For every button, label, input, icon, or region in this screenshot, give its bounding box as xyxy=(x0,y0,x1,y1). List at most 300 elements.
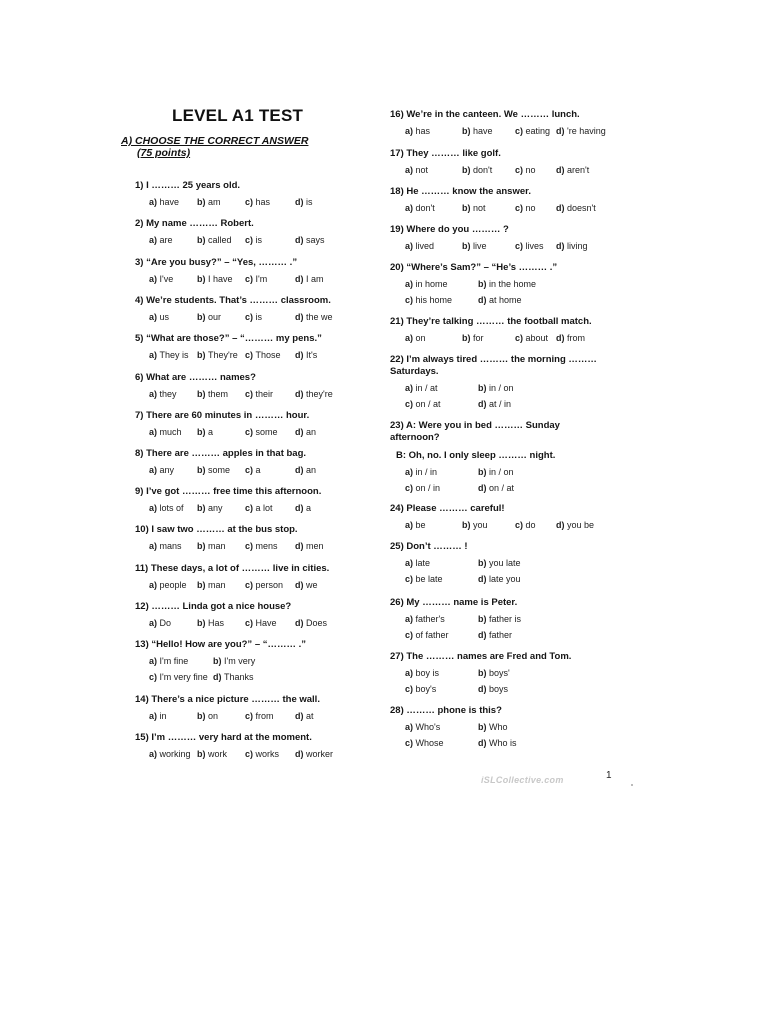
option-text: from xyxy=(255,711,274,721)
option-text: is xyxy=(255,235,263,245)
option-text: are xyxy=(159,235,173,245)
option-text: men xyxy=(306,541,324,551)
option-letter: c) xyxy=(405,483,416,493)
question-28 xyxy=(390,705,630,753)
question-10 xyxy=(135,524,375,554)
option-letter: d) xyxy=(295,312,306,322)
option-letter: d) xyxy=(478,684,489,694)
answer-option-a[interactable] xyxy=(149,234,173,246)
option-text: Those xyxy=(255,350,281,360)
answer-option-a[interactable] xyxy=(405,278,448,290)
decorative-dot xyxy=(631,784,633,786)
answer-option-c[interactable] xyxy=(515,202,536,214)
question-18 xyxy=(390,186,630,216)
answer-options xyxy=(390,278,630,310)
answer-option-c[interactable] xyxy=(245,710,274,722)
answer-option-b[interactable] xyxy=(478,721,508,733)
option-letter: c) xyxy=(405,295,416,305)
answer-option-b[interactable] xyxy=(197,748,227,760)
option-letter: d) xyxy=(295,749,306,759)
option-letter: d) xyxy=(295,274,306,284)
option-letter: c) xyxy=(245,580,256,590)
option-letter: a) xyxy=(149,389,160,399)
option-text: boy is xyxy=(415,668,440,678)
answer-option-b[interactable] xyxy=(478,466,514,478)
option-letter: b) xyxy=(462,203,473,213)
option-letter: c) xyxy=(245,711,256,721)
option-letter: a) xyxy=(405,383,416,393)
answer-option-a[interactable] xyxy=(149,748,191,760)
answer-option-a[interactable] xyxy=(405,332,426,344)
question-stem: 11) These days, a lot of ……… live in cities. xyxy=(135,563,330,574)
answer-option-b[interactable] xyxy=(197,502,223,514)
answer-option-c[interactable] xyxy=(245,579,283,591)
answer-option-b[interactable] xyxy=(197,273,233,285)
section-header xyxy=(121,135,308,159)
option-letter: c) xyxy=(515,203,526,213)
answer-option-d[interactable] xyxy=(478,398,511,410)
answer-option-a[interactable] xyxy=(405,613,445,625)
answer-option-c[interactable] xyxy=(245,426,278,438)
option-text: on / at xyxy=(415,399,441,409)
option-letter: b) xyxy=(478,467,489,477)
answer-option-d[interactable] xyxy=(295,540,324,552)
answer-option-c[interactable] xyxy=(245,273,267,285)
option-letter: c) xyxy=(405,684,416,694)
option-text: in / at xyxy=(415,383,438,393)
answer-options xyxy=(390,667,630,699)
answer-option-b[interactable] xyxy=(197,617,224,629)
question-stem: 21) They’re talking ……… the football match. xyxy=(390,316,592,327)
option-text: in / on xyxy=(489,467,514,477)
question-13 xyxy=(135,639,375,687)
question-3 xyxy=(135,257,375,287)
option-text: some xyxy=(255,427,278,437)
answer-option-d[interactable] xyxy=(478,737,517,749)
option-text: Who's xyxy=(415,722,441,732)
option-text: on xyxy=(208,711,219,721)
option-text: late xyxy=(415,558,431,568)
option-letter: c) xyxy=(245,312,256,322)
option-letter: c) xyxy=(245,503,256,513)
answer-options xyxy=(390,466,630,498)
option-letter: d) xyxy=(556,333,567,343)
option-letter: b) xyxy=(197,350,208,360)
answer-option-a[interactable] xyxy=(149,617,171,629)
answer-option-b[interactable] xyxy=(197,579,226,591)
option-letter: c) xyxy=(245,749,256,759)
answer-option-a[interactable] xyxy=(405,125,430,137)
option-text: at home xyxy=(489,295,522,305)
answer-option-d[interactable] xyxy=(556,332,585,344)
option-text: live xyxy=(473,241,487,251)
option-letter: b) xyxy=(197,503,208,513)
answer-option-b[interactable] xyxy=(197,388,228,400)
option-text: not xyxy=(415,165,429,175)
question-6 xyxy=(135,372,375,402)
answer-option-a[interactable] xyxy=(149,655,188,667)
answer-option-a[interactable] xyxy=(149,426,182,438)
option-letter: a) xyxy=(405,558,416,568)
question-15 xyxy=(135,732,375,762)
answer-option-d[interactable] xyxy=(295,617,327,629)
answer-option-c[interactable] xyxy=(405,629,449,641)
option-letter: b) xyxy=(478,668,489,678)
option-text: lives xyxy=(525,241,544,251)
answer-option-b[interactable] xyxy=(478,278,536,290)
answer-option-c[interactable] xyxy=(515,332,548,344)
question-stem: 24) Please ……… careful! xyxy=(390,503,505,514)
answer-options xyxy=(135,710,375,724)
answer-options xyxy=(135,388,375,402)
option-text: boy's xyxy=(415,684,437,694)
answer-options xyxy=(135,196,375,210)
answer-option-d[interactable] xyxy=(295,579,318,591)
answer-option-a[interactable] xyxy=(405,382,438,394)
answer-options xyxy=(135,311,375,325)
answer-option-a[interactable] xyxy=(149,464,174,476)
option-text: at xyxy=(306,711,314,721)
answer-options xyxy=(135,502,375,516)
option-text: Thanks xyxy=(224,672,254,682)
option-letter: a) xyxy=(149,274,160,284)
option-text: not xyxy=(473,203,486,213)
answer-option-b[interactable] xyxy=(197,426,213,438)
option-text: worker xyxy=(306,749,334,759)
option-text: works xyxy=(255,749,280,759)
answer-option-d[interactable] xyxy=(295,196,313,208)
answer-option-b[interactable] xyxy=(197,464,230,476)
question-24 xyxy=(390,503,630,533)
answer-option-a[interactable] xyxy=(405,240,434,252)
question-14 xyxy=(135,694,375,724)
answer-option-c[interactable] xyxy=(245,617,277,629)
answer-option-b[interactable] xyxy=(478,613,521,625)
answer-option-b[interactable] xyxy=(462,164,492,176)
answer-option-b[interactable] xyxy=(197,710,218,722)
option-letter: a) xyxy=(405,203,416,213)
option-letter: a) xyxy=(405,614,416,624)
answer-option-c[interactable] xyxy=(405,683,436,695)
option-letter: c) xyxy=(405,399,416,409)
option-letter: a) xyxy=(405,126,416,136)
option-text: we xyxy=(306,580,318,590)
answer-option-a[interactable] xyxy=(149,710,167,722)
answer-option-c[interactable] xyxy=(515,125,550,137)
option-text: is xyxy=(255,312,263,322)
option-text: Does xyxy=(306,618,328,628)
option-text: boys' xyxy=(489,668,510,678)
option-letter: a) xyxy=(405,241,416,251)
question-stem: 9) I’ve got ……… free time this afternoon. xyxy=(135,486,322,497)
answer-option-a[interactable] xyxy=(149,349,189,361)
answer-option-b[interactable] xyxy=(213,655,255,667)
answer-option-c[interactable] xyxy=(515,519,536,531)
answer-options xyxy=(390,721,630,753)
answer-option-d[interactable] xyxy=(478,683,508,695)
answer-option-d[interactable] xyxy=(556,519,594,531)
option-letter: d) xyxy=(478,630,489,640)
option-text: Do xyxy=(159,618,172,628)
option-text: much xyxy=(159,427,182,437)
answer-option-a[interactable] xyxy=(405,202,435,214)
option-letter: d) xyxy=(478,295,489,305)
option-text: have xyxy=(473,126,493,136)
answer-option-c[interactable] xyxy=(405,398,441,410)
answer-option-b[interactable] xyxy=(478,667,510,679)
answer-option-d[interactable] xyxy=(556,164,589,176)
question-stem: 7) There are 60 minutes in ……… hour. xyxy=(135,410,310,421)
option-letter: b) xyxy=(478,558,489,568)
answer-option-c[interactable] xyxy=(245,464,261,476)
option-text: an xyxy=(306,465,317,475)
option-text: you xyxy=(473,520,488,530)
option-letter: a) xyxy=(405,279,416,289)
option-letter: b) xyxy=(462,520,473,530)
option-text: on / in xyxy=(415,483,441,493)
option-letter: b) xyxy=(197,711,208,721)
option-letter: a) xyxy=(149,427,160,437)
option-letter: c) xyxy=(245,427,256,437)
answer-option-c[interactable] xyxy=(405,737,444,749)
answer-options xyxy=(135,273,375,287)
answer-option-b[interactable] xyxy=(197,540,226,552)
option-letter: c) xyxy=(245,197,256,207)
answer-option-b[interactable] xyxy=(462,332,484,344)
option-text: I'm very fine xyxy=(159,672,208,682)
option-letter: b) xyxy=(197,235,208,245)
answer-options xyxy=(135,540,375,554)
option-letter: a) xyxy=(405,722,416,732)
answer-option-d[interactable] xyxy=(295,502,311,514)
option-text: be late xyxy=(415,574,443,584)
option-letter: b) xyxy=(197,389,208,399)
answer-option-a[interactable] xyxy=(149,273,173,285)
option-text: them xyxy=(208,389,229,399)
answer-option-c[interactable] xyxy=(405,573,443,585)
option-letter: d) xyxy=(295,503,306,513)
option-letter: b) xyxy=(197,618,208,628)
option-letter: b) xyxy=(197,465,208,475)
option-letter: d) xyxy=(295,197,306,207)
option-text: they xyxy=(159,389,177,399)
answer-option-a[interactable] xyxy=(405,466,437,478)
answer-options xyxy=(135,655,375,687)
option-text: their xyxy=(255,389,274,399)
answer-option-b[interactable] xyxy=(478,382,514,394)
answer-option-d[interactable] xyxy=(295,426,316,438)
answer-option-d[interactable] xyxy=(478,482,514,494)
answer-option-c[interactable] xyxy=(245,748,279,760)
option-text: Have xyxy=(255,618,277,628)
option-letter: b) xyxy=(478,279,489,289)
option-letter: c) xyxy=(405,630,416,640)
option-letter: b) xyxy=(197,749,208,759)
option-text: some xyxy=(208,465,231,475)
answer-option-b[interactable] xyxy=(478,557,521,569)
option-text: father is xyxy=(489,614,522,624)
option-letter: c) xyxy=(515,241,526,251)
answer-option-d[interactable] xyxy=(295,388,333,400)
answer-option-c[interactable] xyxy=(405,294,452,306)
question-9 xyxy=(135,486,375,516)
option-letter: a) xyxy=(405,467,416,477)
answer-option-b[interactable] xyxy=(197,311,221,323)
question-19 xyxy=(390,224,630,254)
answer-option-d[interactable] xyxy=(295,464,316,476)
option-text: working xyxy=(159,749,191,759)
option-letter: a) xyxy=(149,312,160,322)
answer-option-a[interactable] xyxy=(405,721,440,733)
answer-option-d[interactable] xyxy=(556,240,588,252)
answer-options xyxy=(390,202,630,216)
answer-option-d[interactable] xyxy=(556,202,596,214)
answer-option-a[interactable] xyxy=(149,311,169,323)
answer-options xyxy=(390,332,630,346)
answer-option-c[interactable] xyxy=(149,671,208,683)
option-letter: b) xyxy=(197,580,208,590)
question-7 xyxy=(135,410,375,440)
option-text: has xyxy=(255,197,271,207)
question-stem: 23) A: Were you in bed ……… Sunday afternoon? xyxy=(390,420,560,443)
answer-options xyxy=(135,579,375,593)
answer-option-d[interactable] xyxy=(295,710,314,722)
option-letter: b) xyxy=(462,241,473,251)
option-text: called xyxy=(208,235,232,245)
answer-option-c[interactable] xyxy=(245,311,262,323)
question-stem: 1) I ……… 25 years old. xyxy=(135,180,241,191)
option-letter: d) xyxy=(478,574,489,584)
option-letter: b) xyxy=(197,312,208,322)
page-title: LEVEL A1 TEST xyxy=(172,106,304,125)
question-stem: 14) There’s a nice picture ……… the wall. xyxy=(135,694,320,705)
question-stem: 5) “What are those?” – “……… my pens.” xyxy=(135,333,322,344)
question-21 xyxy=(390,316,630,346)
option-letter: a) xyxy=(405,165,416,175)
question-22 xyxy=(390,354,630,414)
answer-option-b[interactable] xyxy=(462,519,488,531)
option-letter: c) xyxy=(149,672,160,682)
option-text: a xyxy=(208,427,214,437)
answer-option-c[interactable] xyxy=(245,196,270,208)
question-27 xyxy=(390,651,630,699)
answer-option-d[interactable] xyxy=(295,234,325,246)
option-text: no xyxy=(525,203,536,213)
option-text: I have xyxy=(208,274,233,284)
option-text: father's xyxy=(415,614,445,624)
answer-option-a[interactable] xyxy=(405,164,428,176)
answer-option-a[interactable] xyxy=(149,196,179,208)
answer-option-d[interactable] xyxy=(478,573,521,585)
option-letter: a) xyxy=(149,656,160,666)
option-letter: d) xyxy=(295,618,306,628)
option-text: a lot xyxy=(255,503,273,513)
answer-option-b[interactable] xyxy=(197,196,221,208)
option-letter: d) xyxy=(295,541,306,551)
option-letter: a) xyxy=(149,711,160,721)
option-letter: d) xyxy=(556,520,567,530)
option-text: Whose xyxy=(415,738,444,748)
question-23 xyxy=(390,420,630,498)
answer-option-d[interactable] xyxy=(295,748,333,760)
answer-option-c[interactable] xyxy=(245,502,273,514)
answer-option-d[interactable] xyxy=(478,294,522,306)
answer-option-a[interactable] xyxy=(149,579,187,591)
answer-option-c[interactable] xyxy=(405,482,440,494)
answer-options xyxy=(135,349,375,363)
answer-option-b[interactable] xyxy=(462,240,487,252)
question-11 xyxy=(135,563,375,593)
answer-option-c[interactable] xyxy=(245,349,281,361)
option-letter: d) xyxy=(478,738,489,748)
question-stem: 10) I saw two ……… at the bus stop. xyxy=(135,524,298,535)
question-stem: 15) I’m ……… very hard at the moment. xyxy=(135,732,312,743)
answer-option-c[interactable] xyxy=(245,388,273,400)
option-letter: d) xyxy=(213,672,224,682)
answer-option-a[interactable] xyxy=(149,540,182,552)
option-text: I'm fine xyxy=(159,656,189,666)
answer-option-a[interactable] xyxy=(405,519,426,531)
answer-options xyxy=(135,617,375,631)
answer-option-b[interactable] xyxy=(462,202,486,214)
question-stem: 12) ……… Linda got a nice house? xyxy=(135,601,292,612)
option-letter: a) xyxy=(149,465,160,475)
answer-option-d[interactable] xyxy=(213,671,254,683)
answer-option-b[interactable] xyxy=(197,349,238,361)
answer-option-c[interactable] xyxy=(245,234,262,246)
option-text: don't xyxy=(473,165,493,175)
option-text: lots of xyxy=(159,503,184,513)
answer-option-a[interactable] xyxy=(405,667,439,679)
option-letter: d) xyxy=(295,235,306,245)
answer-option-d[interactable] xyxy=(295,311,333,323)
question-stem: 26) My ……… name is Peter. xyxy=(390,597,518,608)
answer-option-a[interactable] xyxy=(405,557,430,569)
option-text: on / at xyxy=(489,483,515,493)
answer-options xyxy=(390,519,630,533)
answer-option-d[interactable] xyxy=(295,349,317,361)
answer-option-b[interactable] xyxy=(462,125,493,137)
option-letter: c) xyxy=(515,333,526,343)
question-4 xyxy=(135,295,375,325)
answer-option-d[interactable] xyxy=(295,273,324,285)
answer-option-c[interactable] xyxy=(515,164,536,176)
option-letter: d) xyxy=(556,126,567,136)
answer-options xyxy=(390,382,630,414)
option-text: doesn't xyxy=(567,203,596,213)
answer-option-c[interactable] xyxy=(245,540,278,552)
section-points: (75 points) xyxy=(137,147,191,159)
option-text: the we xyxy=(306,312,333,322)
question-stem-part-b: B: Oh, no. I only sleep ……… night. xyxy=(396,450,556,461)
question-stem: 20) “Where’s Sam?” – “He’s ……… .” xyxy=(390,262,558,273)
answer-option-d[interactable] xyxy=(556,125,606,137)
option-letter: c) xyxy=(245,389,256,399)
option-letter: d) xyxy=(478,399,489,409)
question-stem: 13) “Hello! How are you?” – “……… .” xyxy=(135,639,307,650)
answer-option-a[interactable] xyxy=(149,388,177,400)
question-stem: 17) They ……… like golf. xyxy=(390,148,501,159)
answer-option-a[interactable] xyxy=(149,502,184,514)
question-stem: 4) We’re students. That’s ……… classroom. xyxy=(135,295,331,306)
answer-option-b[interactable] xyxy=(197,234,232,246)
question-20 xyxy=(390,262,630,310)
option-text: a xyxy=(255,465,261,475)
answer-option-c[interactable] xyxy=(515,240,544,252)
answer-option-d[interactable] xyxy=(478,629,512,641)
option-letter: b) xyxy=(462,165,473,175)
site-watermark: iSLCollective.com xyxy=(481,775,564,785)
